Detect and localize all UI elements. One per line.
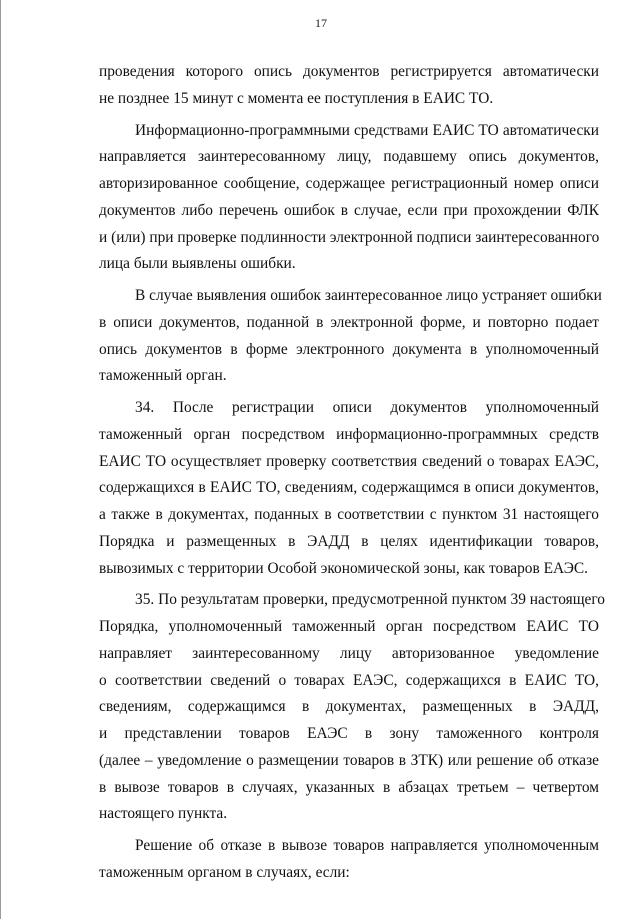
text-line: Решение об отказе в вывозе товаров направляется уполномоченным xyxy=(135,837,599,854)
text-line: Порядка и размещенных в ЭАДД в целях идентификации товаров, xyxy=(99,532,599,550)
paragraph xyxy=(99,833,599,887)
text-line: проведения которого опись документов регистрируется автоматически xyxy=(99,63,599,80)
text-line: и (или) при проверке подлинности электронной подписи заинтересованного xyxy=(99,228,600,246)
text-line: (далее – уведомление о размещении товаров в ЗТК) или решение об отказе xyxy=(99,751,599,769)
paragraph-item-35 xyxy=(99,587,606,828)
text-line: 34. После регистрации описи документов уполномоченный xyxy=(135,399,599,416)
text-line: авторизированное сообщение, содержащее регистрационный номер описи xyxy=(99,175,599,192)
text-line: в описи документов, поданной в электронной форме, и повторно подает xyxy=(99,313,599,331)
text-line: Информационно-программными средствами ЕАИС ТО автоматически xyxy=(135,121,599,139)
text-line: опись документов в форме электронного документа в уполномоченный xyxy=(99,340,599,358)
text-line: ЕАИС ТО осуществляет проверку соответствия сведений о товарах ЕАЭС, xyxy=(99,452,599,470)
text-line: содержащихся в ЕАИС ТО, сведениям, содержащимся в описи документов, xyxy=(99,479,599,497)
text-line: настоящего пункта. xyxy=(99,805,228,823)
paragraph xyxy=(99,283,602,390)
text-line: не позднее 15 минут с момента ее поступления в ЕАИС ТО. xyxy=(99,89,494,107)
text-line: лица были выявлены ошибки. xyxy=(99,255,296,273)
text-line: направляет заинтересованному лицу авторизованное уведомление xyxy=(99,644,599,662)
text-line: документов либо перечень ошибок в случае, если при прохождении ФЛК xyxy=(99,201,599,219)
text-line: а также в документах, поданных в соответствии с пунктом 31 настоящего xyxy=(99,506,599,523)
paragraph-item-34 xyxy=(99,395,599,582)
text-line: о соответствии сведений о товарах ЕАЭС, содержащихся в ЕАИС ТО, xyxy=(99,671,599,689)
paragraph xyxy=(99,118,599,279)
text-line: таможенным органом в случаях, если: xyxy=(99,863,350,881)
text-line: Порядка, уполномоченный таможенный орган посредством ЕАИС ТО xyxy=(99,618,599,635)
text-line: В случае выявления ошибок заинтересованное лицо устраняет ошибки xyxy=(135,287,602,304)
text-line: таможенный орган. xyxy=(99,367,227,385)
text-line: и представлении товаров ЕАЭС в зону таможенного контроля xyxy=(99,725,599,742)
text-line: 35. По результатам проверки, предусмотренной пунктом 39 настоящего xyxy=(135,591,606,609)
text-line: сведениям, содержащимся в документах, размещенных в ЭАДД, xyxy=(99,698,599,716)
text-line: таможенный орган посредством информационно-программных средств xyxy=(99,425,599,443)
text-line: направляется заинтересованному лицу, подавшему опись документов, xyxy=(99,148,599,166)
body-text xyxy=(99,59,606,887)
page-number: 17 xyxy=(315,16,327,30)
text-line: в вывозе товаров в случаях, указанных в абзацах третьем – четвертом xyxy=(99,778,599,796)
text-line: вывозимых с территории Особой экономической зоны, как товаров ЕАЭС. xyxy=(99,559,589,577)
paragraph xyxy=(99,59,599,113)
